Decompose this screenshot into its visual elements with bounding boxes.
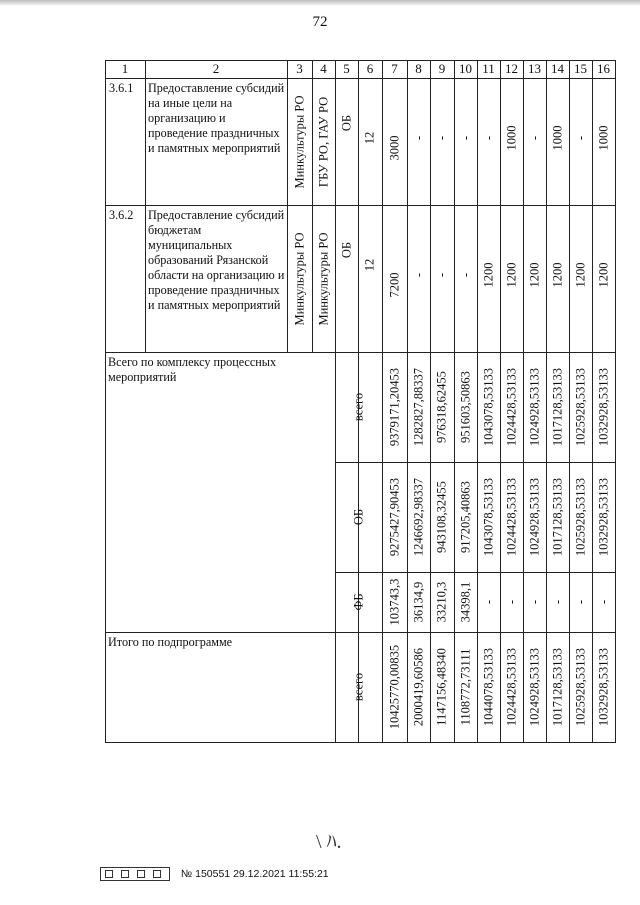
row-col3: Минкультуры РО [292, 231, 306, 326]
total-value: 1024428,53133 [504, 367, 518, 447]
column-header-5: 5 [343, 61, 350, 76]
row-value: 1200 [573, 262, 587, 288]
total-value: 1032928,53133 [596, 367, 610, 447]
subprogram-value: 10425770,00835 [387, 644, 401, 730]
total-value: 33210,3 [434, 581, 449, 623]
row-value: - [527, 135, 541, 141]
column-header-1: 1 [121, 61, 129, 76]
table-rule [105, 78, 616, 79]
total-value: 9275427,90453 [387, 477, 401, 557]
table-rule [382, 60, 383, 742]
table-rule [615, 60, 616, 742]
total-value: 1043078,53133 [481, 477, 495, 557]
row-col4: Минкультуры РО [316, 231, 330, 326]
row-value: 1000 [596, 125, 610, 151]
handwritten-signature: \ ﾊ. [316, 831, 342, 853]
row-name: Предоставление субсидий бюджетам муниципальных образований Рязанской области на организацию и проведение праздничных и памятных мероприятий [148, 208, 285, 312]
subprogram-value: 1044078,53133 [481, 647, 495, 727]
table-rule [105, 632, 616, 633]
row-value: 1200 [596, 262, 610, 288]
row-col6: 12 [362, 131, 377, 145]
column-header-7: 7 [391, 61, 398, 76]
row-value: - [458, 135, 472, 141]
row-value: - [458, 272, 472, 278]
total-value: 1282827,88337 [411, 367, 425, 447]
row-value: 1200 [481, 262, 495, 288]
total-value: - [573, 599, 587, 605]
row-code: 3.6.1 [109, 81, 134, 95]
row-col4: ГБУ РО, ГАУ РО [316, 96, 330, 187]
total-value: 943108,32455 [434, 481, 449, 553]
table-rule [454, 60, 455, 742]
total-value: 1032928,53133 [596, 477, 610, 557]
table-rule [407, 60, 408, 742]
table-rule [335, 462, 615, 463]
table-rule [105, 742, 616, 743]
subprogram-value: 1032928,53133 [596, 647, 610, 727]
column-header-13: 13 [528, 61, 541, 76]
page-number: 72 [312, 14, 328, 30]
row-value: - [481, 135, 495, 141]
row-col6: 12 [362, 258, 377, 272]
total-value: 1025928,53133 [573, 367, 587, 447]
row-value: - [434, 272, 449, 278]
row-value: 1200 [550, 262, 564, 288]
total-value: - [550, 599, 564, 605]
subprogram-group-label: всего [351, 672, 365, 702]
total-value: 34398,1 [458, 581, 472, 623]
reg-text: 150551 29.12.2021 11:55:21 [195, 867, 329, 880]
total-value: 1024428,53133 [504, 477, 518, 557]
subprogram-value: 1147156,48340 [434, 648, 449, 726]
table-rule [105, 60, 106, 742]
total-group-label: всего [351, 392, 365, 422]
total-complex-label: Всего по комплексу процессных мероприятий [108, 355, 277, 384]
column-header-16: 16 [597, 61, 610, 76]
table-rule [312, 60, 313, 352]
total-subprogram-label: Итого по подпрограмме [108, 635, 233, 649]
row-value: - [434, 135, 449, 141]
table-rule [523, 60, 524, 742]
column-header-14: 14 [551, 61, 564, 76]
row-value: - [411, 272, 425, 278]
subprogram-value: 2000419,60586 [411, 647, 425, 727]
table-rule [592, 60, 593, 742]
total-value: - [481, 599, 495, 605]
registration-footer [100, 867, 329, 881]
column-header-4: 4 [320, 61, 327, 76]
table-rule [105, 205, 616, 206]
table-rule [358, 60, 359, 352]
table-rule [287, 60, 288, 352]
total-group-label: ФБ [351, 593, 365, 611]
reg-mark: № [180, 867, 193, 880]
total-value: 917205,40863 [458, 481, 472, 553]
total-value: - [527, 599, 541, 605]
subprogram-value: 1024928,53133 [527, 647, 541, 727]
total-value: 1017128,53133 [550, 367, 564, 447]
column-header-12: 12 [505, 61, 518, 76]
total-value: 1025928,53133 [573, 477, 587, 557]
column-header-3: 3 [296, 61, 303, 76]
scan-edge [0, 0, 640, 6]
table-rule [477, 60, 478, 742]
row-name: Предоставление субсидий на иные цели на организацию и проведение праздничных и памятных мероприятий [148, 81, 285, 155]
table-rule [335, 352, 336, 742]
row-value: - [411, 135, 425, 141]
table-rule [105, 352, 616, 353]
column-header-2: 2 [212, 61, 220, 76]
row-col3: Минкультуры РО [292, 94, 306, 189]
table-rule [430, 60, 431, 742]
row-col5: ОБ [339, 114, 353, 132]
table-rule [546, 60, 547, 742]
column-header-10: 10 [459, 61, 472, 76]
row-value: 7200 [387, 272, 401, 298]
total-value: - [596, 599, 610, 605]
table-rule [335, 60, 336, 352]
row-value: - [573, 135, 587, 141]
column-header-11: 11 [482, 61, 495, 76]
subprogram-value: 1025928,53133 [573, 647, 587, 727]
row-value: 1200 [504, 262, 518, 288]
table-rule [500, 60, 501, 742]
total-value: 951603,50863 [458, 371, 472, 443]
column-header-8: 8 [415, 61, 422, 76]
column-header-6: 6 [366, 61, 374, 76]
total-value: 976318,62455 [434, 371, 449, 443]
total-value: 103743,3 [387, 578, 401, 626]
registry-stamp-icon [100, 867, 170, 881]
total-value: 36134,9 [411, 581, 425, 623]
total-value: 1024928,53133 [527, 367, 541, 447]
total-value: 1017128,53133 [550, 477, 564, 557]
table-rule [145, 60, 146, 352]
row-value: 1000 [504, 125, 518, 151]
row-code: 3.6.2 [109, 208, 134, 222]
row-value: 3000 [387, 135, 401, 161]
row-col5: ОБ [339, 241, 353, 259]
total-group-label: ОБ [351, 508, 365, 526]
table-rule [335, 572, 615, 573]
total-value: 9379171,20453 [387, 367, 401, 447]
table-rule [569, 60, 570, 742]
total-value: 1043078,53133 [481, 367, 495, 447]
subprogram-value: 1024428,53133 [504, 647, 518, 727]
row-value: 1200 [527, 262, 541, 288]
subprogram-value: 1108772,73111 [458, 648, 472, 726]
row-value: 1000 [550, 125, 564, 151]
total-value: - [504, 599, 518, 605]
column-header-15: 15 [574, 61, 587, 76]
subprogram-value: 1017128,53133 [550, 647, 564, 727]
column-header-9: 9 [438, 61, 446, 76]
total-value: 1024928,53133 [527, 477, 541, 557]
total-value: 1246692,98337 [411, 477, 425, 557]
